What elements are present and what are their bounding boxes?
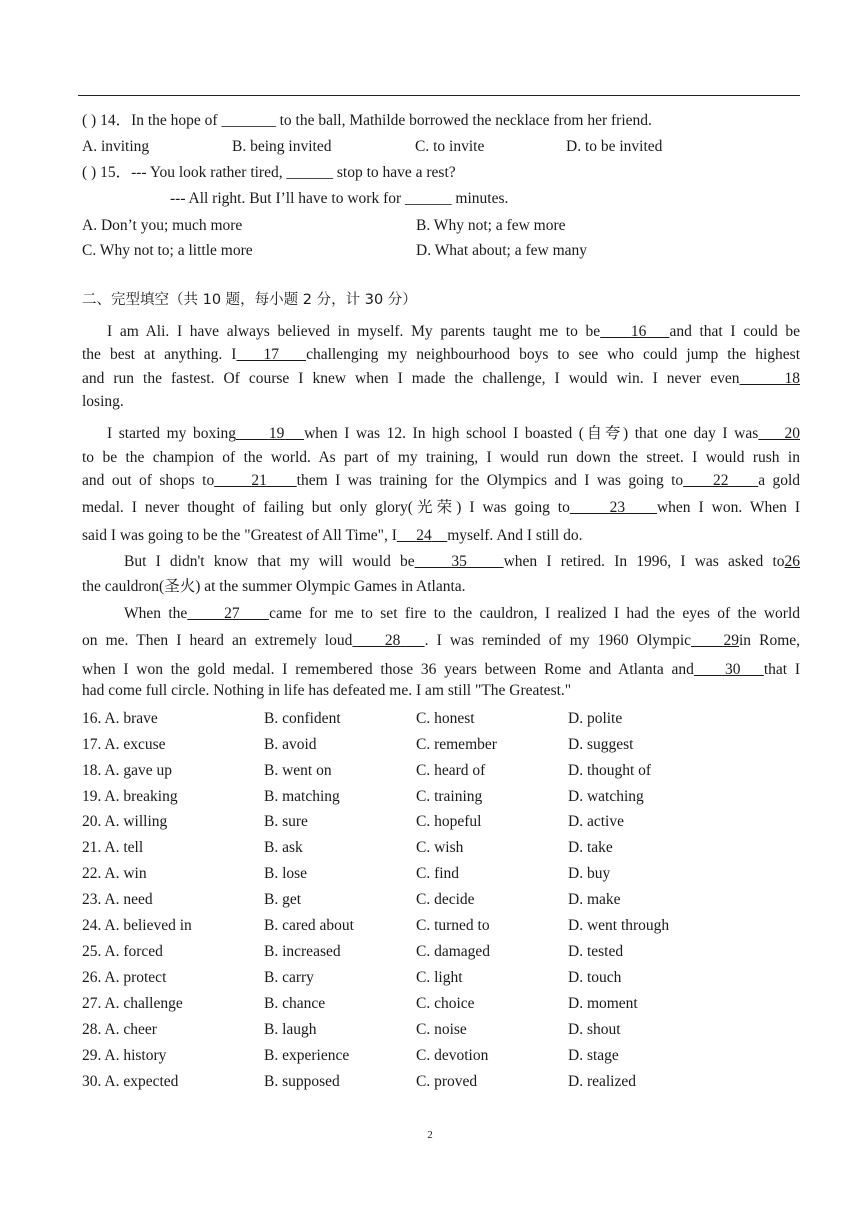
- passage-line: and out of shops to 21 them I was training for the Olympics and I was going to 22 a gold: [82, 472, 801, 489]
- question-14-stem: ( ) 14．In the hope of _______ to the ball, Mathilde borrowed the necklace from her friend.: [82, 112, 652, 129]
- blank-number: 30: [725, 661, 741, 678]
- option-a: 20. A. willing: [82, 813, 168, 830]
- blank-number: 23: [609, 499, 626, 516]
- option-b: B. get: [264, 891, 302, 908]
- passage-line: said I was going to be the "Greatest of All Time", I 24 myself. And I still do.: [82, 527, 583, 544]
- option-b: B. went on: [264, 762, 332, 779]
- option-a: 23. A. need: [82, 891, 153, 908]
- option-d: D. buy: [568, 865, 611, 882]
- option-d: D. touch: [568, 969, 622, 986]
- option-d: D. thought of: [568, 762, 652, 779]
- passage-line: the best at anything. I 17 challenging my neighbourhood boys to see who could jump the highest: [82, 346, 801, 363]
- option-b: B. increased: [264, 943, 341, 960]
- option-a: 26. A. protect: [82, 969, 167, 986]
- blank-number: 24: [416, 527, 432, 544]
- option-a: 19. A. breaking: [82, 788, 178, 805]
- passage-line: I am Ali. I have always believed in myself. My parents taught me to be 16 and that I could be: [107, 323, 801, 340]
- option-a: 27. A. challenge: [82, 995, 183, 1012]
- option-b: B. sure: [264, 813, 308, 830]
- blank-number: 22: [712, 472, 729, 489]
- blank-number: 35: [451, 553, 467, 570]
- option-b: B. confident: [264, 710, 341, 727]
- option-c: C. devotion: [416, 1047, 489, 1064]
- option-c: C. proved: [416, 1073, 478, 1090]
- passage-line: to be the champion of the world. As part of my training, I would run down the street. I would rush in: [82, 449, 800, 466]
- option-a: 21. A. tell: [82, 839, 144, 856]
- q14-option-b: B. being invited: [232, 138, 332, 155]
- blank-number: 26: [784, 553, 801, 570]
- option-a: 29. A. history: [82, 1047, 167, 1064]
- q14-option-a: A. inviting: [82, 138, 150, 155]
- option-d: D. went through: [568, 917, 670, 934]
- option-b: B. matching: [264, 788, 340, 805]
- option-d: D. stage: [568, 1047, 619, 1064]
- option-b: B. laugh: [264, 1021, 317, 1038]
- option-a: 16. A. brave: [82, 710, 158, 727]
- passage-line: and run the fastest. Of course I knew when I made the challenge, I would win. I never even 18: [82, 370, 800, 387]
- option-b: B. cared about: [264, 917, 354, 934]
- blank-number: 18: [784, 370, 800, 387]
- blank-number: 21: [251, 472, 267, 489]
- passage-line: But I didn't know that my will would be 35 when I retired. In 1996, I was asked to26: [124, 553, 801, 570]
- option-a: 17. A. excuse: [82, 736, 166, 753]
- passage-line: had come full circle. Nothing in life has defeated me. I am still "The Greatest.": [82, 682, 572, 699]
- option-a: 28. A. cheer: [82, 1021, 157, 1038]
- blank-number: 17: [263, 346, 279, 363]
- option-d: D. active: [568, 813, 624, 830]
- option-a: 25. A. forced: [82, 943, 163, 960]
- option-d: D. take: [568, 839, 613, 856]
- option-c: C. wish: [416, 839, 464, 856]
- option-b: B. lose: [264, 865, 308, 882]
- blank-number: 29: [723, 632, 739, 649]
- option-b: B. experience: [264, 1047, 350, 1064]
- option-c: C. honest: [416, 710, 475, 727]
- question-15-stem-reply: --- All right. But I’ll have to work for ______ minutes.: [170, 190, 509, 207]
- blank-number: 16: [630, 323, 647, 340]
- option-c: C. noise: [416, 1021, 467, 1038]
- option-c: C. hopeful: [416, 813, 482, 830]
- q14-option-d: D. to be invited: [566, 138, 663, 155]
- option-c: C. find: [416, 865, 460, 882]
- passage-line: medal. I never thought of failing but only glory(光荣) I was going to 23 when I won. When I: [82, 499, 801, 516]
- option-b: B. chance: [264, 995, 326, 1012]
- option-c: C. heard of: [416, 762, 486, 779]
- option-d: D. moment: [568, 995, 638, 1012]
- option-c: C. damaged: [416, 943, 491, 960]
- q15-option-b: B. Why not; a few more: [416, 217, 566, 234]
- option-a: 22. A. win: [82, 865, 147, 882]
- q14-option-c: C. to invite: [415, 138, 485, 155]
- header-rule: [78, 95, 800, 96]
- option-b: B. supposed: [264, 1073, 340, 1090]
- blank-number: 27: [224, 605, 240, 622]
- option-d: D. realized: [568, 1073, 636, 1090]
- option-a: 30. A. expected: [82, 1073, 179, 1090]
- option-c: C. decide: [416, 891, 475, 908]
- passage-line: the cauldron(圣火) at the summer Olympic Games in Atlanta.: [82, 578, 466, 595]
- q15-option-d: D. What about; a few many: [416, 242, 588, 259]
- option-c: C. remember: [416, 736, 497, 753]
- blank-number: 28: [384, 632, 401, 649]
- passage-line: I started my boxing 19 when I was 12. In high school I boasted (自夸) that one day I was 20: [107, 425, 801, 442]
- option-b: B. carry: [264, 969, 314, 986]
- option-c: C. choice: [416, 995, 475, 1012]
- option-d: D. polite: [568, 710, 623, 727]
- option-a: 18. A. gave up: [82, 762, 172, 779]
- option-b: B. ask: [264, 839, 303, 856]
- option-c: C. light: [416, 969, 463, 986]
- option-d: D. watching: [568, 788, 644, 805]
- passage-line: losing.: [82, 393, 124, 410]
- option-a: 24. A. believed in: [82, 917, 192, 934]
- passage-line: When the 27 came for me to set fire to the cauldron, I realized I had the eyes of the world: [124, 605, 801, 622]
- passage-line: on me. Then I heard an extremely loud 28 . I was reminded of my 1960 Olympic 29in Rome,: [82, 632, 801, 649]
- option-d: D. tested: [568, 943, 624, 960]
- option-d: D. suggest: [568, 736, 634, 753]
- option-d: D. shout: [568, 1021, 621, 1038]
- option-b: B. avoid: [264, 736, 317, 753]
- section-heading: 二、完型填空（共 10 题，每小题 2 分，计 30 分）: [82, 292, 417, 308]
- option-c: C. turned to: [416, 917, 490, 934]
- option-d: D. make: [568, 891, 621, 908]
- blank-number: 19: [268, 425, 285, 442]
- passage-line: when I won the gold medal. I remembered those 36 years between Rome and Atlanta and 30 that I: [82, 661, 801, 678]
- q15-option-a: A. Don’t you; much more: [82, 217, 243, 234]
- blank-number: 20: [784, 425, 801, 442]
- option-c: C. training: [416, 788, 483, 805]
- page-number: 2: [427, 1129, 433, 1141]
- q15-option-c: C. Why not to; a little more: [82, 242, 253, 259]
- question-15-stem: ( ) 15．--- You look rather tired, ______ stop to have a rest?: [82, 164, 456, 181]
